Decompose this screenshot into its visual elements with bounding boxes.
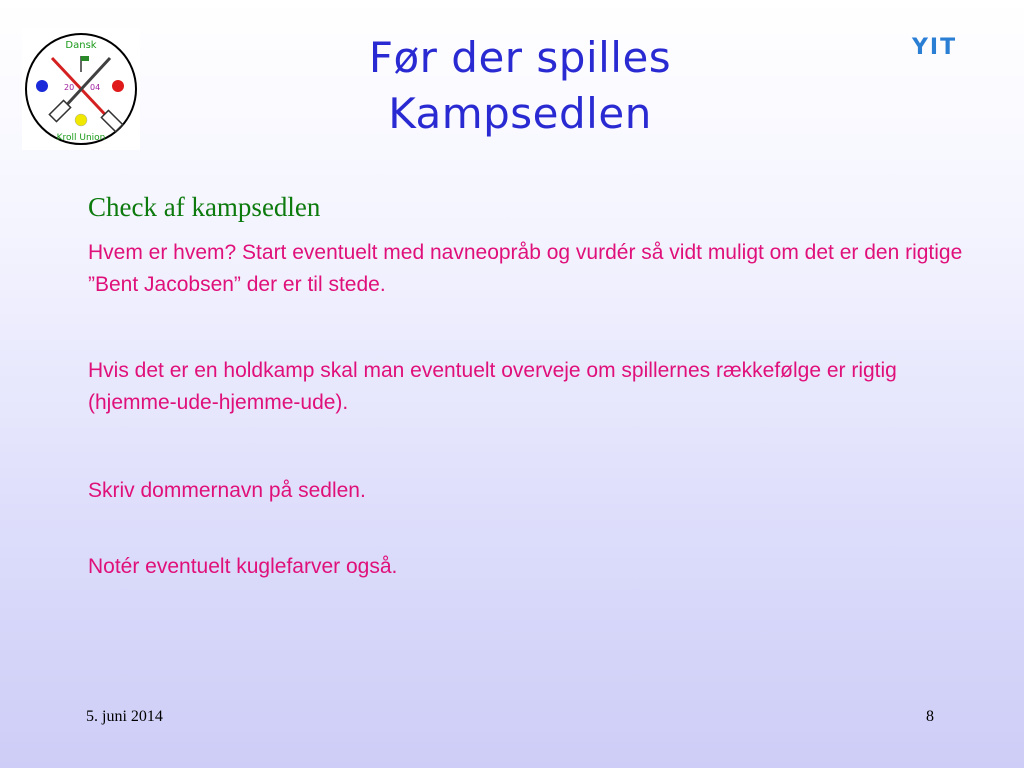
paragraph-ball-colors: Notér eventuelt kuglefarver også. bbox=[88, 555, 398, 578]
title-line-1: Før der spilles bbox=[368, 33, 672, 82]
logo-year-left: 20 bbox=[64, 83, 75, 92]
logo-bottom-text: Kroll Union bbox=[56, 133, 106, 143]
footer-date: 5. juni 2014 bbox=[86, 708, 163, 725]
title-line-2: Kampsedlen bbox=[388, 89, 652, 138]
yit-logo bbox=[910, 34, 988, 56]
yit-logo-text: YIT bbox=[912, 35, 958, 56]
dansk-kroll-union-logo bbox=[22, 28, 140, 150]
page-number: 8 bbox=[926, 708, 934, 725]
subheading: Check af kampsedlen bbox=[88, 192, 321, 222]
logo-top-text: Dansk bbox=[65, 40, 97, 51]
logo-year-right: 04 bbox=[90, 83, 101, 92]
paragraph-referee-name: Skriv dommernavn på sedlen. bbox=[88, 479, 366, 502]
paragraph-team-order: Hvis det er en holdkamp skal man eventuelt overveje om spillernes rækkefølge er rigtig (hjemme-ude-hjemme-ude). bbox=[88, 359, 897, 414]
slide-title bbox=[200, 30, 840, 142]
paragraph-who-is-who: Hvem er hvem? Start eventuelt med navneopråb og vurdér så vidt muligt om det er den rigtige ”Bent Jacobsen” der er til stede. bbox=[88, 241, 963, 296]
